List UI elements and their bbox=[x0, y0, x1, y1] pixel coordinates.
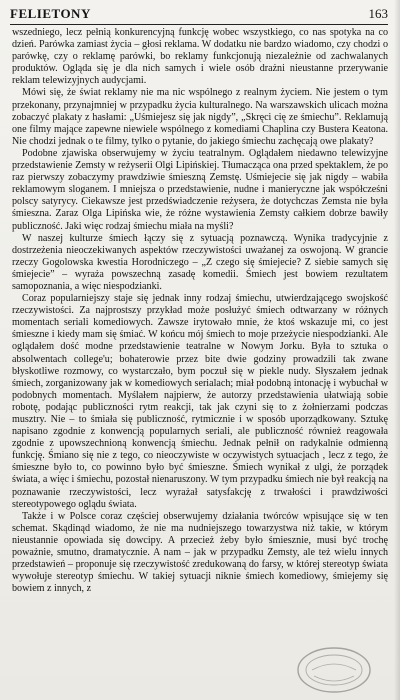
section-title: FELIETONY bbox=[10, 6, 91, 21]
page-edge-shadow bbox=[394, 0, 400, 700]
paragraph: wszedniego, lecz pełnią konkurencyjną funkcję wobec wszystkiego, co nas spotyka na co dzień. Parówka zamiast życia – głosi reklama. W dodatku nie bardzo wiadomo, czy chodzi o parówkę, czy o reklamę parówki, bo reklamy funkcjonują niezależnie od zachwalanych produktów. Ogląda się je dla nich samych i wiele osób drażni nieustanne przerywanie reklam telewizyjnych audycjami. bbox=[12, 27, 388, 87]
paragraph: W naszej kulturze śmiech łączy się z sytuacją poznawczą. Wynika tradycyjnie z dostrzeżenia nieoczekiwanych aspektów rzeczywistości uważanej za oswojoną. W grancie rzeczy Gogolowska kwestia Horodniczego – „Z czego się śmiejecie? Z siebie samych się śmiejecie” – wyraża powszechną zasadę komedii. Śmiech jest bowiem rezultatem samopoznania, a więc niespodzianki. bbox=[12, 232, 388, 292]
page-number: 163 bbox=[368, 6, 388, 21]
paragraph: Mówi się, że świat reklamy nie ma nic wspólnego z realnym życiem. Nie jestem o tym przekonany, przynajmniej w przypadku życia kulturalnego. Na warszawskich ulicach można zobaczyć plakaty z hasłami: „Uśmiejesz się jak nigdy”, „Skręci cię ze śmiechu”. Reklamują one filmy mające zapewne niewiele wspólnego z komediami Chaplina czy Bustera Keatona. Nie chodzi jednak o te filmy, tylko o pytanie, do jakiego śmiechu zachęcają owe plakaty? bbox=[12, 87, 388, 147]
paragraph: Coraz popularniejszy staje się jednak inny rodzaj śmiechu, utwierdzającego swojskość rzeczywistości. Za najprostszy przykład może posłużyć śmiech odtwarzany w różnych momentach seriali komediowych. Zawsze irytowało mnie, że ktoś wskazuje mi, co jest śmieszne i kiedy mam się śmiać. W końcu mój śmiech to moje przeżycie niespodzianki. Ale oglądałem dość modne przedstawienie teatralne w Nowym Jorku. Była to sztuka o absolwentach college'u; bohaterowie przez bite dwie godziny prowadzili tak zwane błyskotliwe rozmowy, co wystarczało, bym poczuł się w piekle nudy. Słyszałem jednak śmiech, zorganizowany jak w komediowych serialach; miał podobną intonację i wybuchał w podobnych momentach. Myślałem najpierw, że autorzy przedstawienia ułatwiają sobie robotę, podając publiczności rytm reakcji, tak jak czyni się to z żołnierzami podczas musztry. Nie – to śmiała się publiczność, rytmicznie i w sposób uporządkowany. Sztukę napisano zgodnie z konwencją popularnych seriali, ale publiczność również reagowała zgodnie z upowszechnioną konwencją śmiechu. Jednak pełnił on radykalnie odmienną funkcję. Śmiano się nie z tego, co nieoczywiste w oczywistych sytuacjach , lecz z tego, że śmieszne było to, co powinno było być śmieszne. Śmiech wynikał z ulgi, że porządek świata, a więc i śmiechu, pozostał nienaruszony. W tym przypadku śmiech nie był reakcją na poznawanie rzeczywistości, lecz wyrażał satysfakcję z trwałości i prawdziwości stereotypowego oglądu świata. bbox=[12, 293, 388, 510]
paragraph: Podobne zjawiska obserwujemy w życiu teatralnym. Oglądałem niedawno telewizyjne przedstawienie Zemsty w reżyserii Olgi Lipińskiej. Tłumacząca ona przed spektaklem, że po raz pierwszy zobaczymy prawdziwie śmieszną Zemstę. Uśmiejecie się jak nigdy – wabiła reklamowym sloganem. I mniejsza o przedstawienie, nudne i manieryczne jak współcześni polscy satyrycy. Ciekawsze jest przedświadczenie reżysera, że dotychczas Zemsta nie była śmieszna. Zaraz Olga Lipińska wie, że różne wystawienia Zemsty całkiem dobrze bawiły publiczność. Jaki więc rodzaj śmiechu miała na myśli? bbox=[12, 147, 388, 232]
paragraph: Także i w Polsce coraz częściej obserwujemy działania twórców wpisujące się w ten schemat. Skądinąd wiadomo, że nie ma nudniejszego towarzystwa niż takie, w którym nieustannie opowiada się dowcipy. A przecież żeby było śmiesznie, musi być trochę poważnie, smutno, dramatycznie. A nam – jak w przypadku Zemsty, ale też wielu innych przedstawień – proponuje się rzeczywistość zredukowaną do farsy, w której stereotyp świata wywołuje stereotyp śmiechu. W takiej sytuacji niknie śmiech komediowy, śmiejemy się bowiem z innych, z bbox=[12, 510, 388, 595]
page-header bbox=[10, 6, 388, 24]
header-divider bbox=[10, 24, 388, 25]
article-body bbox=[12, 27, 388, 696]
